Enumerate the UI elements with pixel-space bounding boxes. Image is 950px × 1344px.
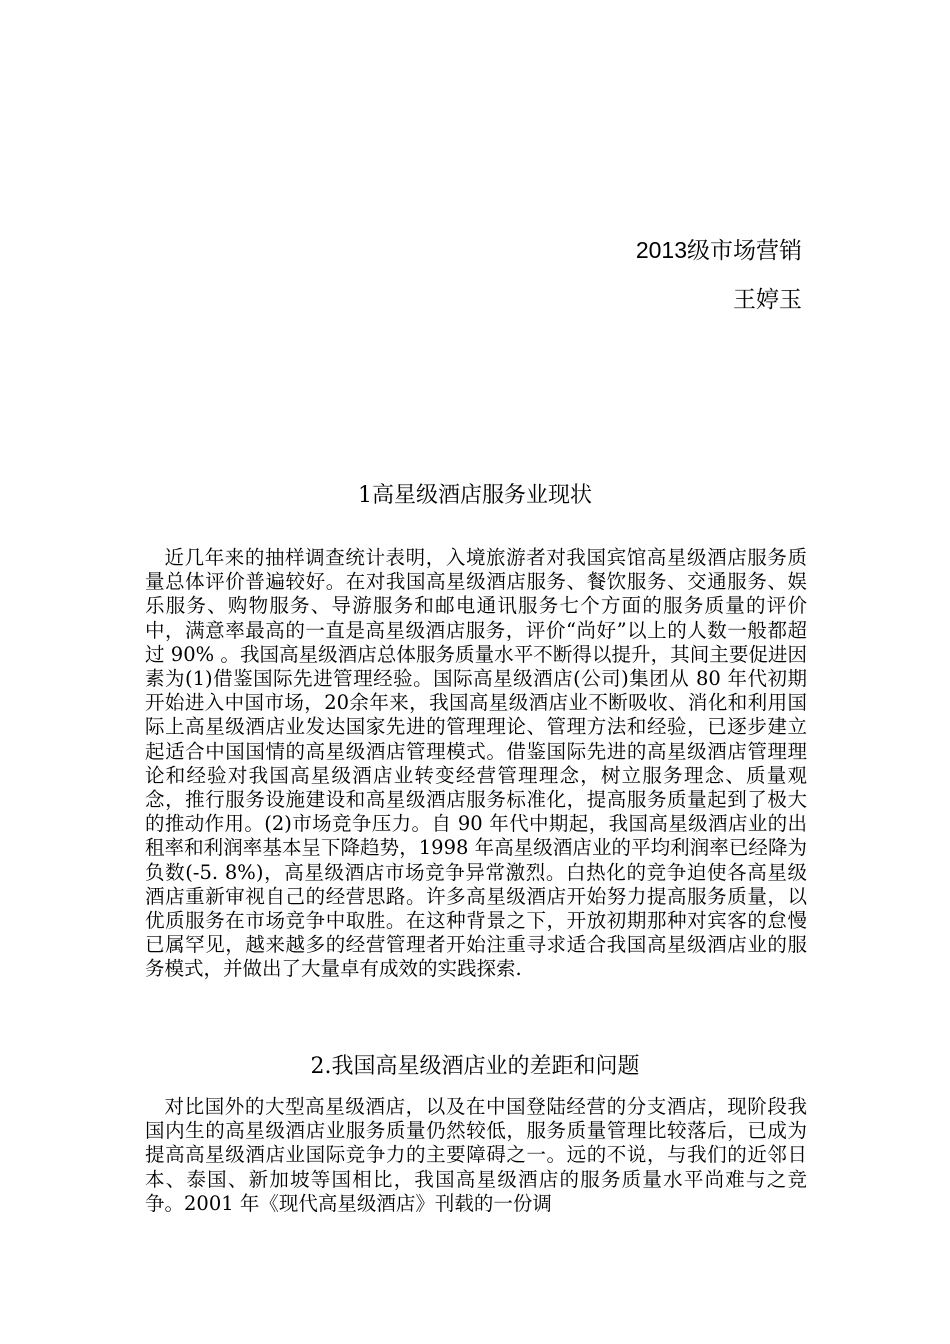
section-heading-1: 1高星级酒店服务业现状 xyxy=(358,483,592,508)
section-paragraph-1: 近几年来的抽样调查统计表明，入境旅游者对我国宾馆高星级酒店服务质量总体评价普遍较好。在对我国高星级酒店服务、餐饮服务、交通服务、娱乐服务、购物服务、导游服务和邮电通讯服务七个方面的服务质量的评价中，满意率最高的一直是高星级酒店服务，评价“尚好”以上的人数一般都超过 90% 。我国高星级酒店总体服务质量水平不断得以提升，其间主要促进因素为(1)借鉴国际先进管理经验。国际高星级酒店(公司)集团从 80 年代初期开始进入中国市场，20余年来，我国高星级酒店业不断吸收、消化和利用国际上高星级酒店业发达国家先进的管理理论、管理方法和经验，已逐步建立起适合中国国情的高星级酒店管理模式。借鉴国际先进的高星级酒店管理理论和经验对我国高星级酒店业转变经营管理理念，树立服务理念、质量观念，推行服务设施建设和高星级酒店服务标准化，提高服务质量起到了极大的推动作用。(2)市场竞争压力。自 90 年代中期起，我国高星级酒店业的出租率和利润率基本呈下降趋势，1998 年高星级酒店业的平均利润率已经降为负数(-5. 8%)，高星级酒店市场竞争异常激烈。白热化的竞争迫使各高星级酒店重新审视自己的经营思路。许多高星级酒店开始努力提高服务质量，以优质服务在市场竞争中取胜。在这种背景之下，开放初期那种对宾客的怠慢已属罕见，越来越多的经营管理者开始注重寻求适合我国高星级酒店业的服务模式，并做出了大量卓有成效的实践探索. xyxy=(145,546,807,981)
class-line: 2013级市场营销 xyxy=(635,237,802,263)
section-paragraph-2: 对比国外的大型高星级酒店，以及在中国登陆经营的分支酒店，现阶段我国内生的高星级酒店业服务质量仍然较低，服务质量管理比较落后，已成为提高高星级酒店业国际竞争力的主要障碍之一。远的不说，与我们的近邻日本、泰国、新加坡等国相比，我国高星级酒店的服务质量水平尚难与之竞争。2001 年《现代高星级酒店》刊载的一份调 xyxy=(145,1095,807,1215)
section-heading-2: 2.我国高星级酒店业的差距和问题 xyxy=(310,1054,640,1079)
author-name: 王婷玉 xyxy=(733,287,802,313)
